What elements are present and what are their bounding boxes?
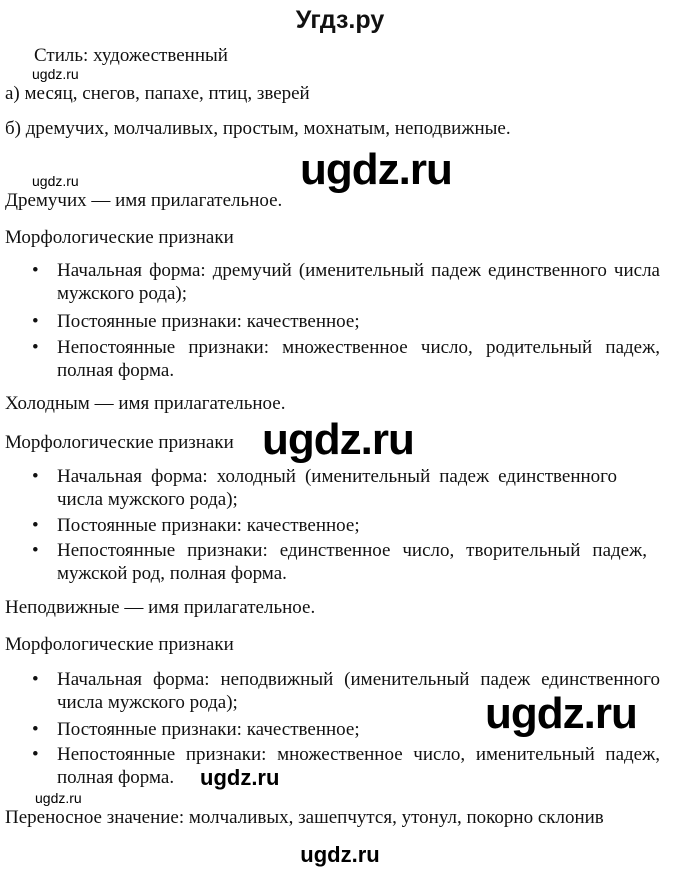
site-title: Угдз.ру xyxy=(295,6,385,34)
bullet-icon: • xyxy=(32,744,39,765)
watermark: ugdz.ru xyxy=(32,173,79,189)
section-heading: Неподвижные — имя прилагательное. xyxy=(5,597,316,618)
section-heading: Дремучих — имя прилагательное. xyxy=(5,190,283,211)
bullet-icon: • xyxy=(32,515,39,536)
figurative-meaning: Переносное значение: молчаливых, зашепчутся, утонул, покорно склонив xyxy=(5,807,604,828)
watermark: ugdz.ru xyxy=(200,765,280,790)
bullet-icon: • xyxy=(32,337,39,358)
list-item: Постоянные признаки: качественное; xyxy=(57,515,360,536)
list-item: Начальная форма: неподвижный (именительный падеж единственного числа мужского рода); xyxy=(57,669,660,713)
section-subheading: Морфологические признаки xyxy=(5,227,234,248)
list-item: Начальная форма: дремучий (именительный падеж единственного числа мужского рода); xyxy=(57,260,660,304)
list-a: а) месяц, снегов, папахе, птиц, зверей xyxy=(5,83,310,104)
bullet-icon: • xyxy=(32,466,39,487)
watermark: ugdz.ru xyxy=(35,790,82,806)
list-b: б) дремучих, молчаливых, простым, мохнатым, неподвижные. xyxy=(5,118,511,139)
footer-watermark: ugdz.ru xyxy=(300,842,380,867)
section-subheading: Морфологические признаки xyxy=(5,634,234,655)
bullet-icon: • xyxy=(32,669,39,690)
list-item: Непостоянные признаки: множественное число, родительный падеж, полная форма. xyxy=(57,337,660,381)
bullet-icon: • xyxy=(32,311,39,332)
watermark: ugdz.ru xyxy=(262,415,414,464)
list-item: Начальная форма: холодный (именительный падеж единственного числа мужского рода); xyxy=(57,466,617,510)
watermark: ugdz.ru xyxy=(485,689,637,738)
watermark: ugdz.ru xyxy=(32,66,79,82)
style-line: Стиль: художественный xyxy=(34,45,228,66)
list-item: Непостоянные признаки: единственное число, творительный падеж, мужской род, полная форма. xyxy=(57,540,647,584)
section-subheading: Морфологические признаки xyxy=(5,432,234,453)
bullet-icon: • xyxy=(32,260,39,281)
section-heading: Холодным — имя прилагательное. xyxy=(5,393,286,414)
list-item: Непостоянные признаки: множественное число, именительный падеж, полная форма. xyxy=(57,744,660,788)
bullet-icon: • xyxy=(32,540,39,561)
bullet-icon: • xyxy=(32,719,39,740)
list-item: Постоянные признаки: качественное; xyxy=(57,719,360,740)
watermark: ugdz.ru xyxy=(300,145,452,194)
list-item: Постоянные признаки: качественное; xyxy=(57,311,360,332)
